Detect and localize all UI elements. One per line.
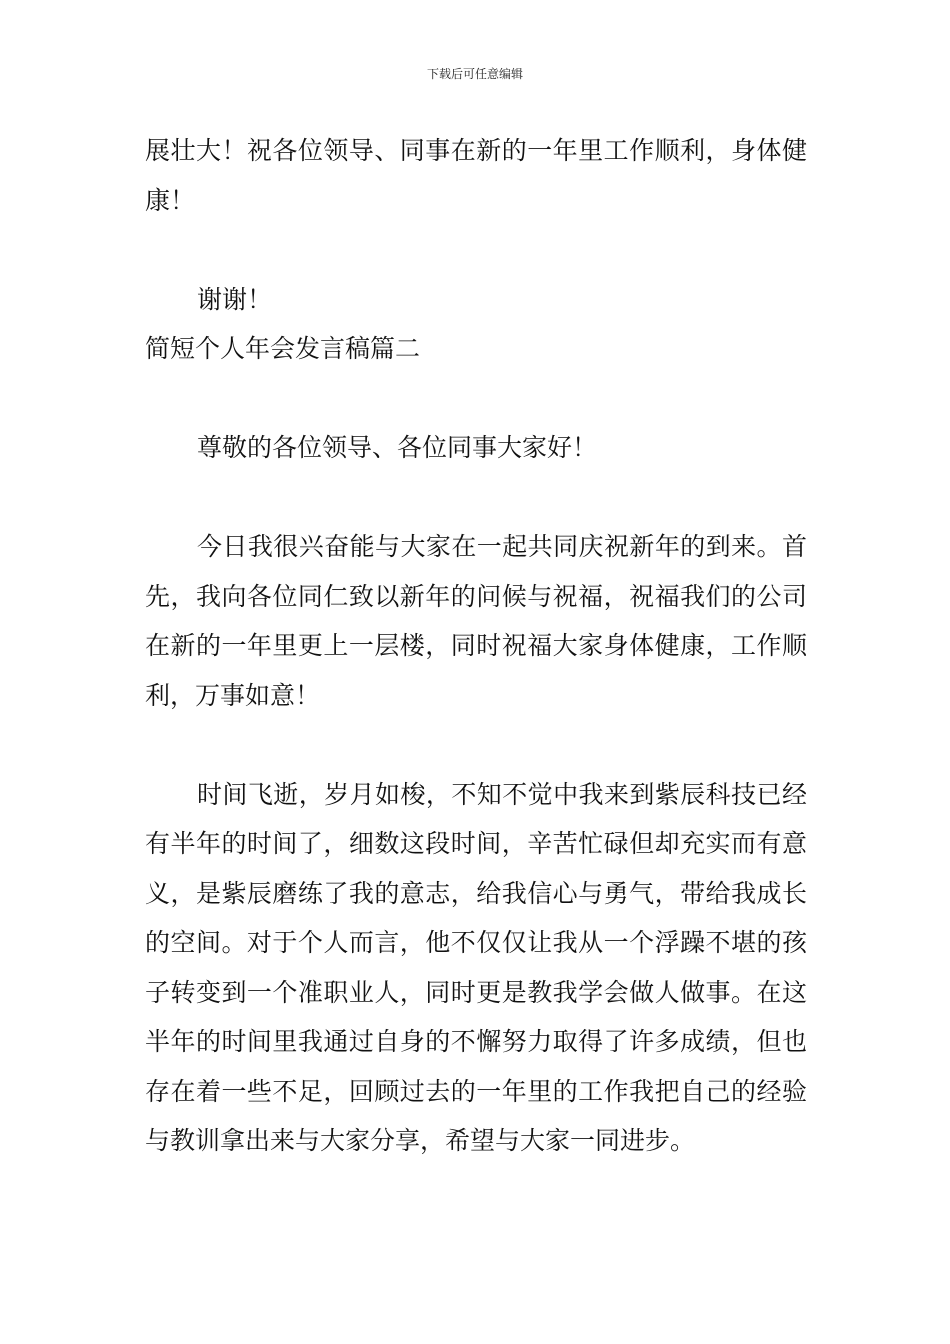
section-title: 简短个人年会发言稿篇二 xyxy=(145,334,421,363)
page-header: 下载后可任意编辑 xyxy=(426,67,523,81)
paragraph-greeting: 尊敬的各位领导、各位同事大家好！ xyxy=(197,433,598,462)
paragraph-gap xyxy=(145,473,807,523)
paragraph-closing-wishes: 展壮大！祝各位领导、同事在新的一年里工作顺利，身体健康！ xyxy=(145,136,807,215)
paragraph-gap xyxy=(145,225,807,275)
paragraph-thanks: 谢谢！ xyxy=(197,284,273,314)
paragraph-gap xyxy=(145,374,807,424)
paragraph-gap xyxy=(145,720,807,770)
paragraph-new-year-wishes: 今日我很兴奋能与大家在一起共同庆祝新年的到来。首先，我向各位同仁致以新年的问候与祝福，祝福我们的公司在新的一年里更上一层楼，同时祝福大家身体健康，工作顺利，万事如意！ xyxy=(145,532,807,710)
paragraph-review: 时间飞逝，岁月如梭，不知不觉中我来到紫辰科技已经有半年的时间了，细数这段时间，辛苦忙碌但却充实而有意义，是紫辰磨练了我的意志，给我信心与勇气，带给我成长的空间。对于个人而言，他不仅仅让我从一个浮躁不堪的孩子转变到一个准职业人，同时更是教我学会做人做事。在这半年的时间里我通过自身的不懈努力取得了许多成绩，但也存在着一些不足，回顾过去的一年里的工作我把自己的经验与教训拿出来与大家分享，希望与大家一同进步。 xyxy=(145,779,807,1155)
document-body xyxy=(145,126,807,1166)
